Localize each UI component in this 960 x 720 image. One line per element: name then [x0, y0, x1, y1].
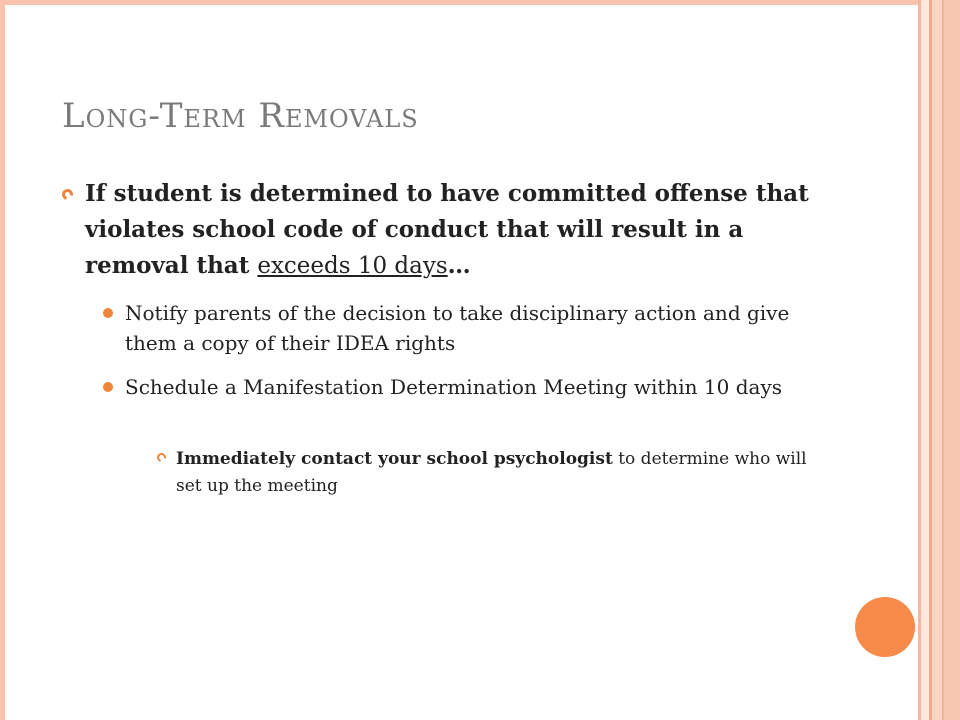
dot-bullet-icon [103, 382, 113, 392]
bold-text: Immediately contact your school psychologist [176, 449, 613, 469]
underlined-text: exceeds 10 days [257, 253, 448, 279]
bullet-level-3 [157, 446, 817, 500]
dot-bullet-icon [103, 308, 113, 318]
ring-bullet-icon [60, 187, 75, 202]
sub-bullet-text: Notify parents of the decision to take disciplinary action and give them a copy of their IDEA rights [125, 301, 790, 355]
decorative-stripes [918, 0, 960, 720]
ring-bullet-icon [155, 451, 167, 463]
sub-bullet-text: Schedule a Manifestation Determination Meeting within 10 days [125, 375, 783, 399]
bullet-level-2 [103, 298, 803, 358]
bullet-level-1 [62, 176, 822, 284]
slide-title: Long-Term Removals [62, 96, 419, 136]
bullet-level-2 [103, 372, 803, 402]
decorative-circle [855, 597, 915, 657]
bullet-text: If student is determined to have committed offense that violates school code of conduct that will result in a removal that exceeds 10 days… [85, 180, 809, 279]
sub-sub-bullet-text: Immediately contact your school psychologist to determine who will set up the meeting [176, 449, 807, 496]
